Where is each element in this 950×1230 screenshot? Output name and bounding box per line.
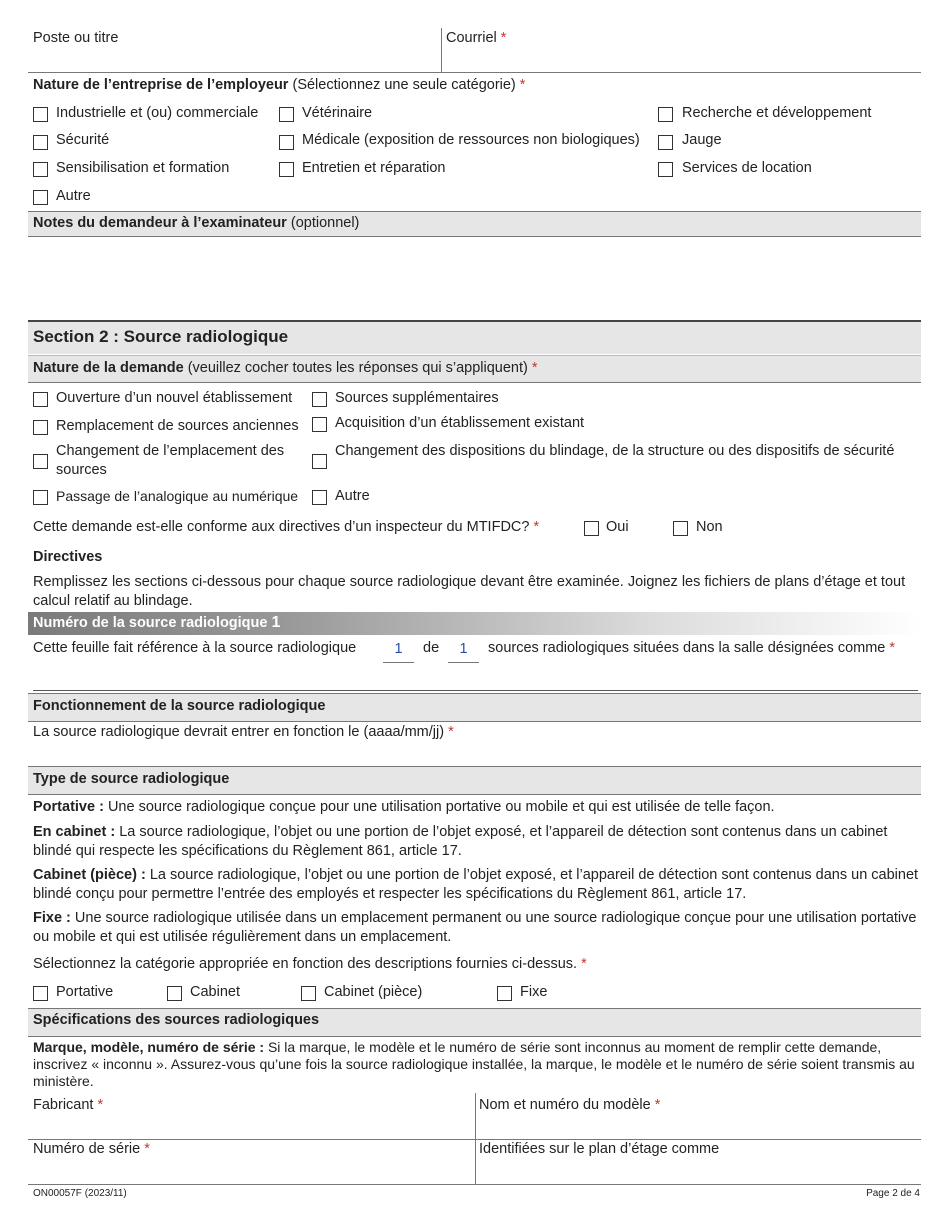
- portable-label: Portative: [56, 984, 114, 1000]
- fixed-checkbox[interactable]: [497, 986, 512, 1001]
- model-label: Nom et numéro du modèle *: [479, 1097, 661, 1113]
- new-facility-checkbox[interactable]: [33, 392, 48, 407]
- notes-heading: Notes du demandeur à l’examinateur (optionnel): [33, 215, 360, 231]
- additional-sources-label: Sources supplémentaires: [335, 390, 499, 406]
- location-change-checkbox[interactable]: [33, 454, 48, 469]
- category-prompt: Sélectionnez la catégorie appropriée en fonction des descriptions fournies ci-dessus. *: [33, 956, 587, 972]
- operation-date-input[interactable]: [28, 743, 921, 765]
- email-field-label: Courriel *: [446, 30, 507, 46]
- compliance-question: Cette demande est-elle conforme aux directives d’un inspecteur du MTIFDC? *: [33, 519, 540, 535]
- total-sources-input[interactable]: 1: [448, 641, 479, 663]
- medical-checkbox[interactable]: [279, 135, 294, 150]
- gauge-checkbox[interactable]: [658, 135, 673, 150]
- shielding-change-label: Changement des dispositions du blindage, de la structure ou des dispositifs de sécurité: [335, 443, 895, 459]
- current-source-input[interactable]: 1: [383, 641, 414, 663]
- veterinary-label: Vétérinaire: [302, 105, 373, 121]
- directives-heading: Directives: [33, 549, 103, 565]
- new-facility-label: Ouverture d’un nouvel établissement: [56, 390, 293, 406]
- divider: [28, 1139, 921, 1140]
- of-label: de: [423, 640, 440, 656]
- rental-label: Services de location: [682, 160, 812, 176]
- cabinet-room-checkbox[interactable]: [301, 986, 316, 1001]
- employer-nature-heading: Nature de l’entreprise de l’employeur (Sélectionnez une seule catégorie) *: [33, 77, 526, 93]
- research-checkbox[interactable]: [658, 107, 673, 122]
- compliance-yes-label: Oui: [606, 519, 629, 535]
- analog-digital-checkbox[interactable]: [33, 490, 48, 505]
- training-checkbox[interactable]: [33, 162, 48, 177]
- fixed-definition: Fixe : Une source radiologique utilisée dans un emplacement permanent ou une source radiologique conçue pour une utilisation portative ou mobile et qui est utilisée régulièrement dans un emplacement.: [33, 910, 917, 945]
- operation-heading: Fonctionnement de la source radiologique: [33, 698, 326, 714]
- portable-checkbox[interactable]: [33, 986, 48, 1001]
- replacement-label: Remplacement de sources anciennes: [56, 418, 299, 434]
- cabinet-checkbox[interactable]: [167, 986, 182, 1001]
- acquisition-checkbox[interactable]: [312, 417, 327, 432]
- sheet-reference-suffix: sources radiologiques situées dans la salle désignées comme *: [488, 640, 896, 656]
- room-designation-input[interactable]: [33, 690, 918, 691]
- floorplan-label: Identifiées sur le plan d’étage comme: [479, 1141, 720, 1157]
- page-number: Page 2 de 4: [866, 1188, 920, 1199]
- compliance-no-checkbox[interactable]: [673, 521, 688, 536]
- other-request-checkbox[interactable]: [312, 490, 327, 505]
- fixed-label: Fixe: [520, 984, 548, 1000]
- source-number-heading: Numéro de la source radiologique 1: [33, 614, 281, 631]
- medical-label: Médicale (exposition de ressources non biologiques): [302, 132, 640, 148]
- notes-textarea[interactable]: [28, 238, 921, 320]
- position-field-label: Poste ou titre: [33, 30, 119, 46]
- maintenance-label: Entretien et réparation: [302, 160, 446, 176]
- cabinet-label: Cabinet: [190, 984, 240, 1000]
- cabinet-definition: En cabinet : La source radiologique, l’objet ou une portion de l’objet exposé, et l’appareil de détection sont contenus dans un cabinet blindé qui respecte les spécifications du Règlement 861, article 17.: [33, 824, 888, 859]
- operation-date-label: La source radiologique devrait entrer en fonction le (aaaa/mm/jj) *: [33, 724, 454, 740]
- industrial-checkbox[interactable]: [33, 107, 48, 122]
- maintenance-checkbox[interactable]: [279, 162, 294, 177]
- sheet-reference-prefix: Cette feuille fait référence à la source radiologique: [33, 640, 357, 656]
- security-label: Sécurité: [56, 132, 110, 148]
- industrial-label: Industrielle et (ou) commerciale: [56, 105, 259, 121]
- security-checkbox[interactable]: [33, 135, 48, 150]
- cabinet-room-label: Cabinet (pièce): [324, 984, 423, 1000]
- location-change-label: Changement de l’emplacement des sources: [56, 443, 285, 478]
- other-request-label: Autre: [335, 488, 370, 504]
- compliance-yes-checkbox[interactable]: [584, 521, 599, 536]
- cabinet-room-definition: Cabinet (pièce) : La source radiologique, l’objet ou une portion de l’objet exposé, et l’appareil de détection sont contenus dans un cabinet blindé conçu pour permettre l’entrée des employés et respecter les spécifications du Règlement 861, article 17.: [33, 867, 919, 902]
- training-label: Sensibilisation et formation: [56, 160, 230, 176]
- rental-checkbox[interactable]: [658, 162, 673, 177]
- specs-heading: Spécifications des sources radiologiques: [33, 1012, 320, 1028]
- section2-title: Section 2 : Source radiologique: [33, 327, 289, 346]
- portable-definition: Portative : Une source radiologique conçue pour une utilisation portative ou mobile et qui est utilisée de telle façon.: [33, 799, 775, 815]
- manufacturer-label: Fabricant *: [33, 1097, 104, 1113]
- specs-intro: Marque, modèle, numéro de série : Si la marque, le modèle et le numéro de série sont inconnus au moment de remplir cette demande, inscrivez « inconnu ». Assurez-vous qu’une fois la source radiologique installée, la marque, le modèle et le numéro de série soient transmis au ministère.: [33, 1039, 915, 1089]
- serial-number-label: Numéro de série *: [33, 1141, 150, 1157]
- additional-sources-checkbox[interactable]: [312, 392, 327, 407]
- form-code: ON00057F (2023/11): [33, 1188, 127, 1199]
- source-type-heading: Type de source radiologique: [33, 771, 230, 787]
- acquisition-label: Acquisition d’un établissement existant: [335, 415, 585, 431]
- divider: [28, 72, 921, 73]
- research-label: Recherche et développement: [682, 105, 872, 121]
- veterinary-checkbox[interactable]: [279, 107, 294, 122]
- other-employer-label: Autre: [56, 188, 91, 204]
- gauge-label: Jauge: [682, 132, 722, 148]
- divider: [28, 1184, 921, 1185]
- request-heading: Nature de la demande (veuillez cocher toutes les réponses qui s’appliquent) *: [33, 360, 538, 376]
- other-employer-checkbox[interactable]: [33, 190, 48, 205]
- replacement-checkbox[interactable]: [33, 420, 48, 435]
- compliance-no-label: Non: [696, 519, 723, 535]
- analog-digital-label: Passage de l’analogique au numérique: [56, 488, 299, 504]
- shielding-change-checkbox[interactable]: [312, 454, 327, 469]
- directives-text: Remplissez les sections ci-dessous pour chaque source radiologique devant être examinée. Joignez les fichiers de plans d’étage et tout calcul relatif au blindage.: [33, 574, 906, 609]
- field-divider: [441, 28, 442, 72]
